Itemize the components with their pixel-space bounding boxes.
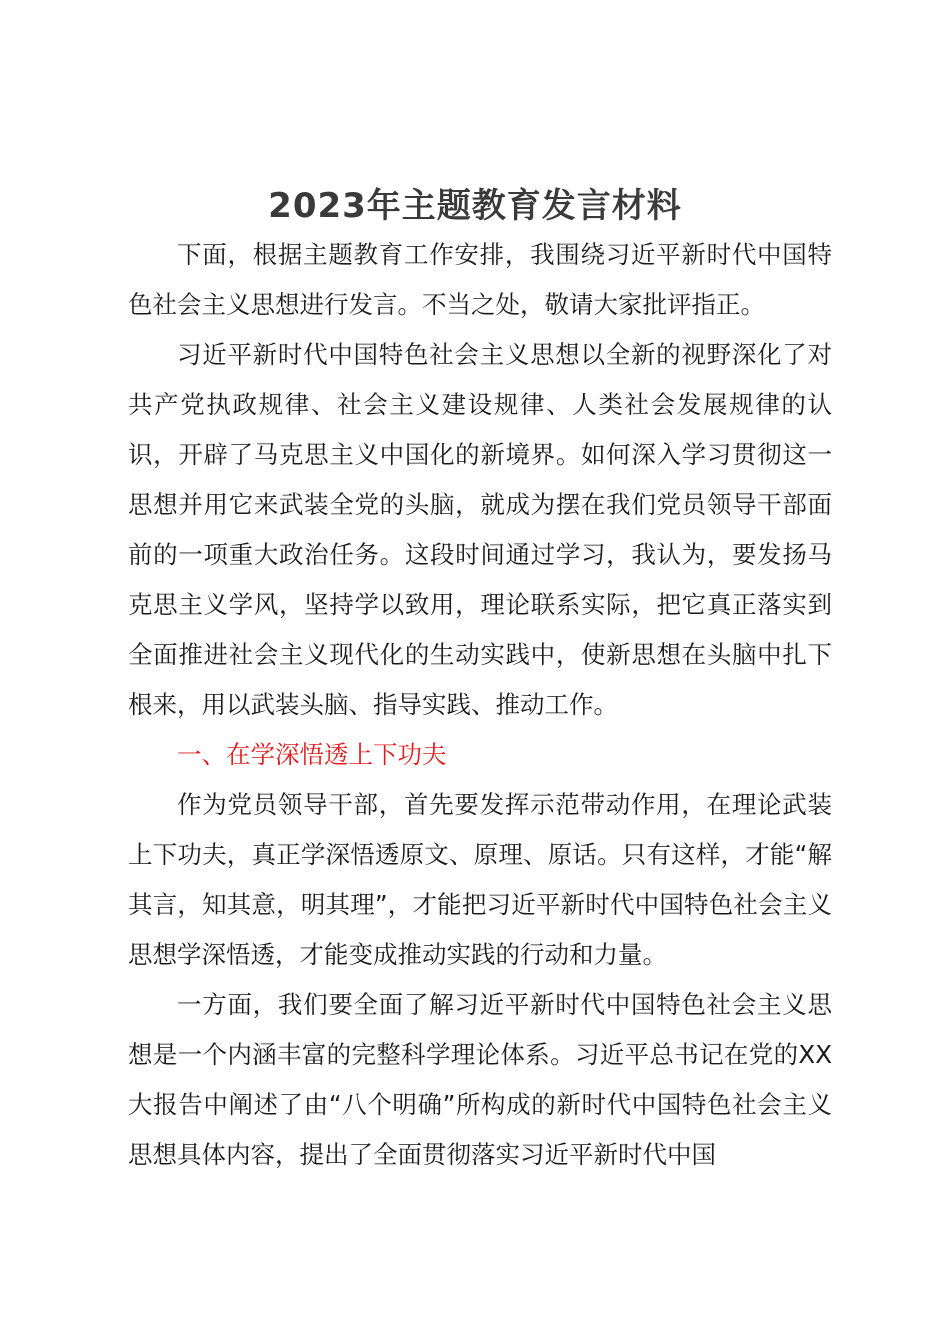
section-paragraph: 作为党员领导干部，首先要发挥示范带动作用，在理论武装上下功夫，真正学深悟透原文、原理、原话。只有这样，才能“解其言，知其意，明其理”，才能把习近平新时代中国特色社会主义思想学深悟透，才能变成推动实践的行动和力量。 [128, 790, 832, 969]
intro-paragraph: 下面，根据主题教育工作安排，我围绕习近平新时代中国特色社会主义思想进行发言。不当之处，敬请大家批评指正。 [128, 240, 832, 319]
section-paragraph: 一方面，我们要全面了解习近平新时代中国特色社会主义思想是一个内涵丰富的完整科学理论体系。习近平总书记在党的XX大报告中阐述了由“八个明确”所构成的新时代中国特色社会主义思想具体内容，提出了全面贯彻落实习近平新时代中国 [128, 990, 832, 1169]
document-title: 2023年主题教育发言材料 [268, 186, 682, 226]
section-heading: 一、在学深悟透上下功夫 [177, 740, 447, 769]
body-paragraph: 习近平新时代中国特色社会主义思想以全新的视野深化了对共产党执政规律、社会主义建设规律、人类社会发展规律的认识，开辟了马克思主义中国化的新境界。如何深入学习贯彻这一思想并用它来武装全党的头脑，就成为摆在我们党员领导干部面前的一项重大政治任务。这段时间通过学习，我认为，要发扬马克思主义学风，坚持学以致用，理论联系实际，把它真正落实到全面推进社会主义现代化的生动实践中，使新思想在头脑中扎下根来，用以武装头脑、指导实践、推动工作。 [128, 340, 832, 719]
